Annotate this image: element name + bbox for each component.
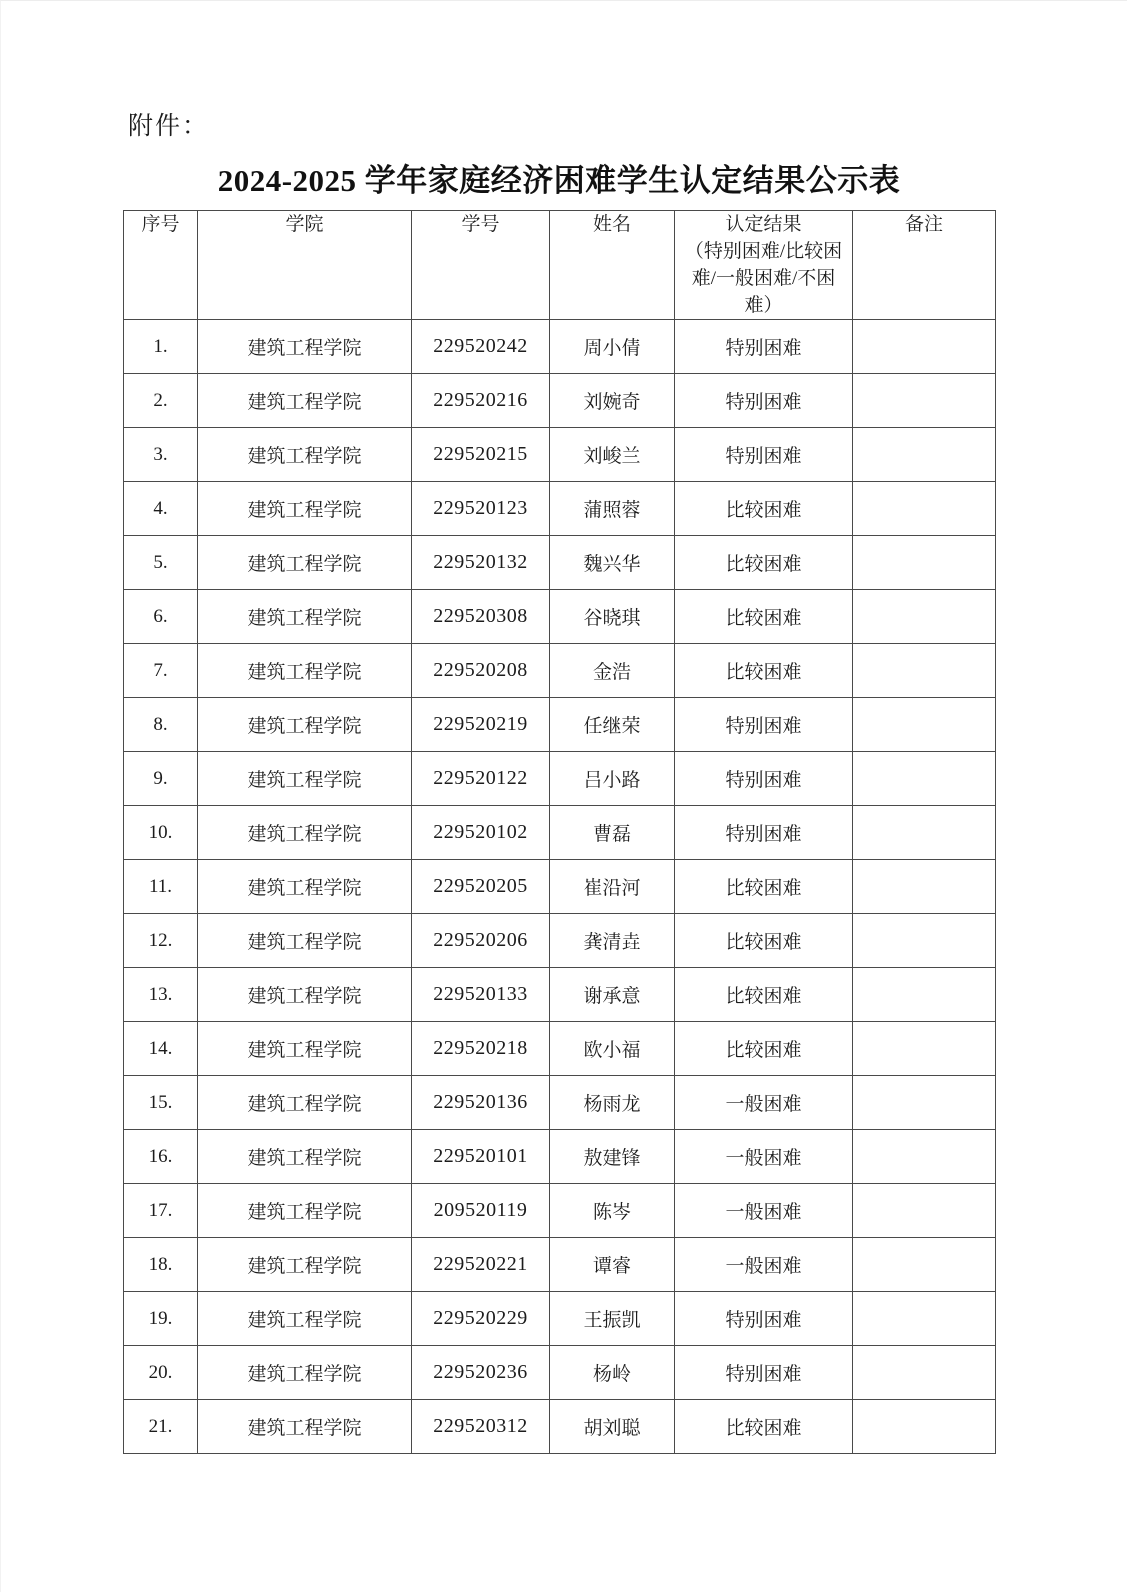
col-header-result: [675, 211, 853, 320]
cell-remarks: [853, 806, 996, 860]
cell-no: 2.: [124, 374, 198, 428]
cell-student_id: 229520136: [412, 1076, 550, 1130]
cell-student_id: 229520229: [412, 1292, 550, 1346]
table-row: [124, 374, 996, 428]
table-row: [124, 1184, 996, 1238]
table-row: [124, 644, 996, 698]
table-row: [124, 1346, 996, 1400]
table-row: [124, 1400, 996, 1454]
cell-name: 谭睿: [550, 1238, 675, 1292]
cell-no: 11.: [124, 860, 198, 914]
table-row: [124, 914, 996, 968]
cell-student_id: 229520206: [412, 914, 550, 968]
table-row: [124, 968, 996, 1022]
cell-no: 3.: [124, 428, 198, 482]
table-row: [124, 1292, 996, 1346]
cell-result: 比较困难: [675, 968, 853, 1022]
cell-result: 一般困难: [675, 1238, 853, 1292]
cell-college: 建筑工程学院: [198, 1022, 412, 1076]
cell-name: 周小倩: [550, 320, 675, 374]
cell-student_id: 229520215: [412, 428, 550, 482]
cell-student_id: 229520132: [412, 536, 550, 590]
cell-student_id: 229520205: [412, 860, 550, 914]
cell-result: 特别困难: [675, 1292, 853, 1346]
col-header-result-main: 认定结果: [725, 214, 802, 235]
table-row: [124, 1022, 996, 1076]
cell-college: 建筑工程学院: [198, 536, 412, 590]
table-row: [124, 1076, 996, 1130]
table-row: [124, 1130, 996, 1184]
table-row: [124, 590, 996, 644]
cell-college: 建筑工程学院: [198, 1400, 412, 1454]
cell-college: 建筑工程学院: [198, 752, 412, 806]
table-body: [124, 320, 996, 1454]
cell-remarks: [853, 482, 996, 536]
table-row: [124, 1238, 996, 1292]
col-header-remarks: 备注: [853, 211, 996, 320]
cell-college: 建筑工程学院: [198, 320, 412, 374]
table-row: [124, 698, 996, 752]
table-row: [124, 428, 996, 482]
cell-no: 12.: [124, 914, 198, 968]
cell-result: 特别困难: [675, 320, 853, 374]
col-header-index: 序号: [124, 211, 198, 320]
cell-student_id: 229520312: [412, 1400, 550, 1454]
cell-name: 任继荣: [550, 698, 675, 752]
cell-college: 建筑工程学院: [198, 644, 412, 698]
cell-college: 建筑工程学院: [198, 428, 412, 482]
cell-college: 建筑工程学院: [198, 1130, 412, 1184]
cell-remarks: [853, 644, 996, 698]
cell-remarks: [853, 1346, 996, 1400]
cell-name: 陈岑: [550, 1184, 675, 1238]
cell-name: 吕小路: [550, 752, 675, 806]
cell-no: 10.: [124, 806, 198, 860]
cell-remarks: [853, 590, 996, 644]
cell-result: 比较困难: [675, 482, 853, 536]
cell-name: 敖建锋: [550, 1130, 675, 1184]
cell-student_id: 209520119: [412, 1184, 550, 1238]
attachment-label: 附件：: [128, 113, 210, 140]
cell-student_id: 229520102: [412, 806, 550, 860]
cell-remarks: [853, 320, 996, 374]
cell-name: 谷晓琪: [550, 590, 675, 644]
cell-no: 17.: [124, 1184, 198, 1238]
cell-result: 特别困难: [675, 806, 853, 860]
cell-remarks: [853, 1022, 996, 1076]
cell-result: 比较困难: [675, 860, 853, 914]
cell-result: 一般困难: [675, 1076, 853, 1130]
col-header-result-sub: （特别困难/比较困难/一般困难/不困难）: [684, 241, 843, 316]
cell-student_id: 229520236: [412, 1346, 550, 1400]
table-row: [124, 860, 996, 914]
cell-name: 曹磊: [550, 806, 675, 860]
cell-student_id: 229520242: [412, 320, 550, 374]
cell-remarks: [853, 428, 996, 482]
results-table: [123, 210, 996, 1454]
cell-name: 蒲照蓉: [550, 482, 675, 536]
cell-name: 欧小福: [550, 1022, 675, 1076]
cell-result: 特别困难: [675, 374, 853, 428]
cell-student_id: 229520123: [412, 482, 550, 536]
cell-remarks: [853, 374, 996, 428]
cell-result: 比较困难: [675, 644, 853, 698]
cell-name: 谢承意: [550, 968, 675, 1022]
cell-college: 建筑工程学院: [198, 482, 412, 536]
cell-name: 龚清垚: [550, 914, 675, 968]
cell-name: 金浩: [550, 644, 675, 698]
cell-no: 21.: [124, 1400, 198, 1454]
table-row: [124, 482, 996, 536]
cell-college: 建筑工程学院: [198, 1238, 412, 1292]
cell-no: 1.: [124, 320, 198, 374]
cell-no: 8.: [124, 698, 198, 752]
cell-student_id: 229520216: [412, 374, 550, 428]
col-header-student-id: 学号: [412, 211, 550, 320]
cell-student_id: 229520218: [412, 1022, 550, 1076]
cell-remarks: [853, 698, 996, 752]
cell-result: 一般困难: [675, 1130, 853, 1184]
cell-student_id: 229520208: [412, 644, 550, 698]
cell-result: 特别困难: [675, 1346, 853, 1400]
cell-student_id: 229520219: [412, 698, 550, 752]
col-header-name: 姓名: [550, 211, 675, 320]
table-row: [124, 320, 996, 374]
cell-result: 比较困难: [675, 914, 853, 968]
cell-name: 刘婉奇: [550, 374, 675, 428]
cell-no: 20.: [124, 1346, 198, 1400]
cell-college: 建筑工程学院: [198, 806, 412, 860]
table-row: [124, 536, 996, 590]
cell-name: 杨岭: [550, 1346, 675, 1400]
cell-name: 刘峻兰: [550, 428, 675, 482]
cell-no: 16.: [124, 1130, 198, 1184]
cell-result: 比较困难: [675, 1400, 853, 1454]
cell-name: 崔沿河: [550, 860, 675, 914]
cell-student_id: 229520122: [412, 752, 550, 806]
cell-result: 特别困难: [675, 428, 853, 482]
cell-college: 建筑工程学院: [198, 1346, 412, 1400]
cell-student_id: 229520308: [412, 590, 550, 644]
cell-no: 6.: [124, 590, 198, 644]
cell-remarks: [853, 752, 996, 806]
cell-college: 建筑工程学院: [198, 698, 412, 752]
header-row: [124, 211, 996, 320]
cell-name: 胡刘聪: [550, 1400, 675, 1454]
cell-no: 9.: [124, 752, 198, 806]
cell-name: 王振凯: [550, 1292, 675, 1346]
cell-remarks: [853, 1400, 996, 1454]
cell-remarks: [853, 536, 996, 590]
cell-no: 13.: [124, 968, 198, 1022]
cell-result: 特别困难: [675, 698, 853, 752]
col-header-college: 学院: [198, 211, 412, 320]
cell-college: 建筑工程学院: [198, 1292, 412, 1346]
cell-name: 杨雨龙: [550, 1076, 675, 1130]
cell-no: 18.: [124, 1238, 198, 1292]
cell-college: 建筑工程学院: [198, 374, 412, 428]
cell-remarks: [853, 1184, 996, 1238]
table-row: [124, 752, 996, 806]
cell-remarks: [853, 914, 996, 968]
cell-no: 15.: [124, 1076, 198, 1130]
cell-college: 建筑工程学院: [198, 968, 412, 1022]
cell-result: 特别困难: [675, 752, 853, 806]
cell-result: 比较困难: [675, 536, 853, 590]
cell-college: 建筑工程学院: [198, 914, 412, 968]
cell-college: 建筑工程学院: [198, 1184, 412, 1238]
cell-college: 建筑工程学院: [198, 590, 412, 644]
cell-student_id: 229520101: [412, 1130, 550, 1184]
cell-no: 19.: [124, 1292, 198, 1346]
cell-result: 比较困难: [675, 590, 853, 644]
cell-remarks: [853, 968, 996, 1022]
cell-no: 4.: [124, 482, 198, 536]
cell-remarks: [853, 1076, 996, 1130]
cell-student_id: 229520221: [412, 1238, 550, 1292]
cell-remarks: [853, 1130, 996, 1184]
cell-remarks: [853, 860, 996, 914]
cell-remarks: [853, 1292, 996, 1346]
cell-no: 5.: [124, 536, 198, 590]
table-row: [124, 806, 996, 860]
cell-college: 建筑工程学院: [198, 860, 412, 914]
cell-student_id: 229520133: [412, 968, 550, 1022]
cell-name: 魏兴华: [550, 536, 675, 590]
cell-no: 7.: [124, 644, 198, 698]
cell-no: 14.: [124, 1022, 198, 1076]
page-title: 2024-2025 学年家庭经济困难学生认定结果公示表: [217, 163, 901, 198]
cell-college: 建筑工程学院: [198, 1076, 412, 1130]
cell-remarks: [853, 1238, 996, 1292]
cell-result: 一般困难: [675, 1184, 853, 1238]
cell-result: 比较困难: [675, 1022, 853, 1076]
